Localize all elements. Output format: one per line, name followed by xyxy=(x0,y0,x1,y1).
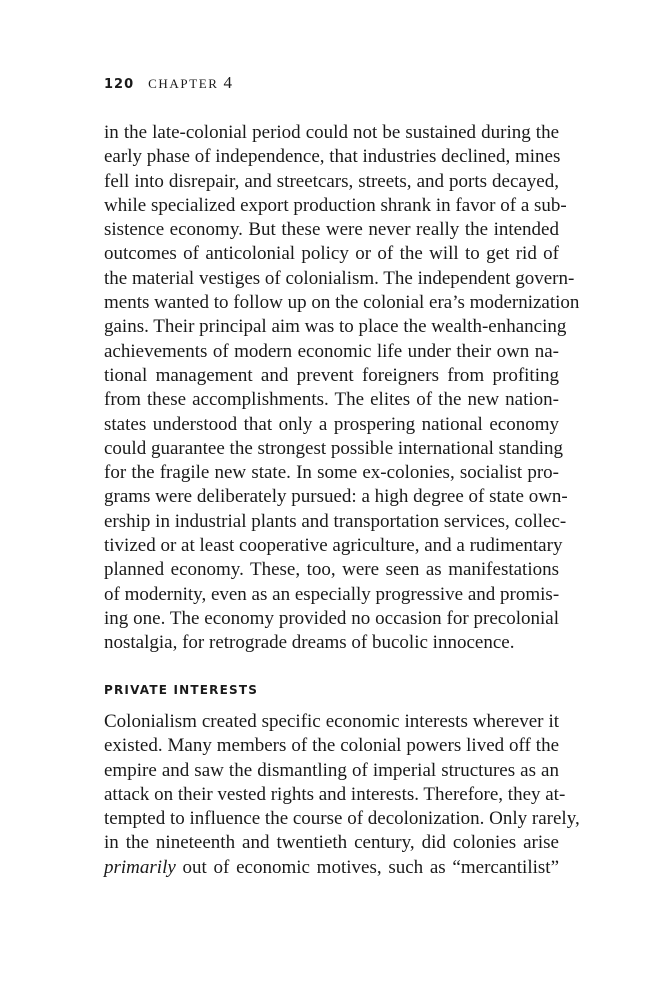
text-line: early phase of independence, that industries declined, mines xyxy=(104,146,561,168)
text-line: gains. Their principal aim was to place the wealth-enhancing xyxy=(104,316,567,338)
text-line xyxy=(104,856,559,880)
body-paragraph-2 xyxy=(104,710,580,880)
text-line: empire and saw the dismantling of imperial structures as an xyxy=(104,759,559,781)
text-line: tivized or at least cooperative agriculture, and a rudimentary xyxy=(104,535,563,557)
text-line: could guarantee the strongest possible international standing xyxy=(104,437,564,459)
text-line: ership in industrial plants and transportation services, collec- xyxy=(104,510,567,532)
text-line: tional management and prevent foreigners from profiting xyxy=(104,364,559,386)
text-line: outcomes of anticolonial policy or of the will to get rid of xyxy=(104,243,559,265)
text-line: the material vestiges of colonialism. The independent govern- xyxy=(104,267,575,289)
text-line: planned economy. These, too, were seen as manifestations xyxy=(104,559,559,581)
text-line: attack on their vested rights and interests. Therefore, they at- xyxy=(104,783,566,805)
text-line: fell into disrepair, and streetcars, streets, and ports decayed, xyxy=(104,170,559,192)
text-line: while specialized export production shrank in favor of a sub- xyxy=(104,194,567,216)
text-line: in the nineteenth and twentieth century, did colonies arise xyxy=(104,832,559,854)
text-line: tempted to influence the course of decolonization. Only rarely, xyxy=(104,808,580,830)
text-line: grams were deliberately pursued: a high degree of state own- xyxy=(104,486,568,508)
text-line: sistence economy. But these were never really the intended xyxy=(104,219,559,241)
text-line: ments wanted to follow up on the colonial era’s modernization xyxy=(104,292,580,314)
emphasis-text: primarily xyxy=(104,856,176,878)
text-line: Colonialism created specific economic interests wherever it xyxy=(104,711,559,732)
chapter-number: 4 xyxy=(223,73,232,92)
running-head xyxy=(104,73,232,93)
body-paragraph-1 xyxy=(104,121,580,656)
text-line: nostalgia, for retrograde dreams of bucolic innocence. xyxy=(104,632,515,654)
text-line: states understood that only a prospering national economy xyxy=(104,413,559,435)
text-line: in the late-colonial period could not be sustained during the xyxy=(104,122,559,143)
text-line: of modernity, even as an especially progressive and promis- xyxy=(104,583,560,605)
section-heading: PRIVATE INTERESTS xyxy=(104,683,259,697)
text-line: for the fragile new state. In some ex-colonies, socialist pro- xyxy=(104,462,559,484)
page-number: 120 xyxy=(104,77,135,92)
text-fragment: out of economic motives, such as “mercantilist” xyxy=(175,856,559,878)
text-line: from these accomplishments. The elites of the new nation- xyxy=(104,389,559,411)
chapter-label xyxy=(148,73,232,92)
chapter-word: CHAPTER xyxy=(148,76,219,91)
text-line: existed. Many members of the colonial powers lived off the xyxy=(104,735,559,757)
text-line: ing one. The economy provided no occasion for precolonial xyxy=(104,607,559,629)
text-line: achievements of modern economic life under their own na- xyxy=(104,340,559,362)
